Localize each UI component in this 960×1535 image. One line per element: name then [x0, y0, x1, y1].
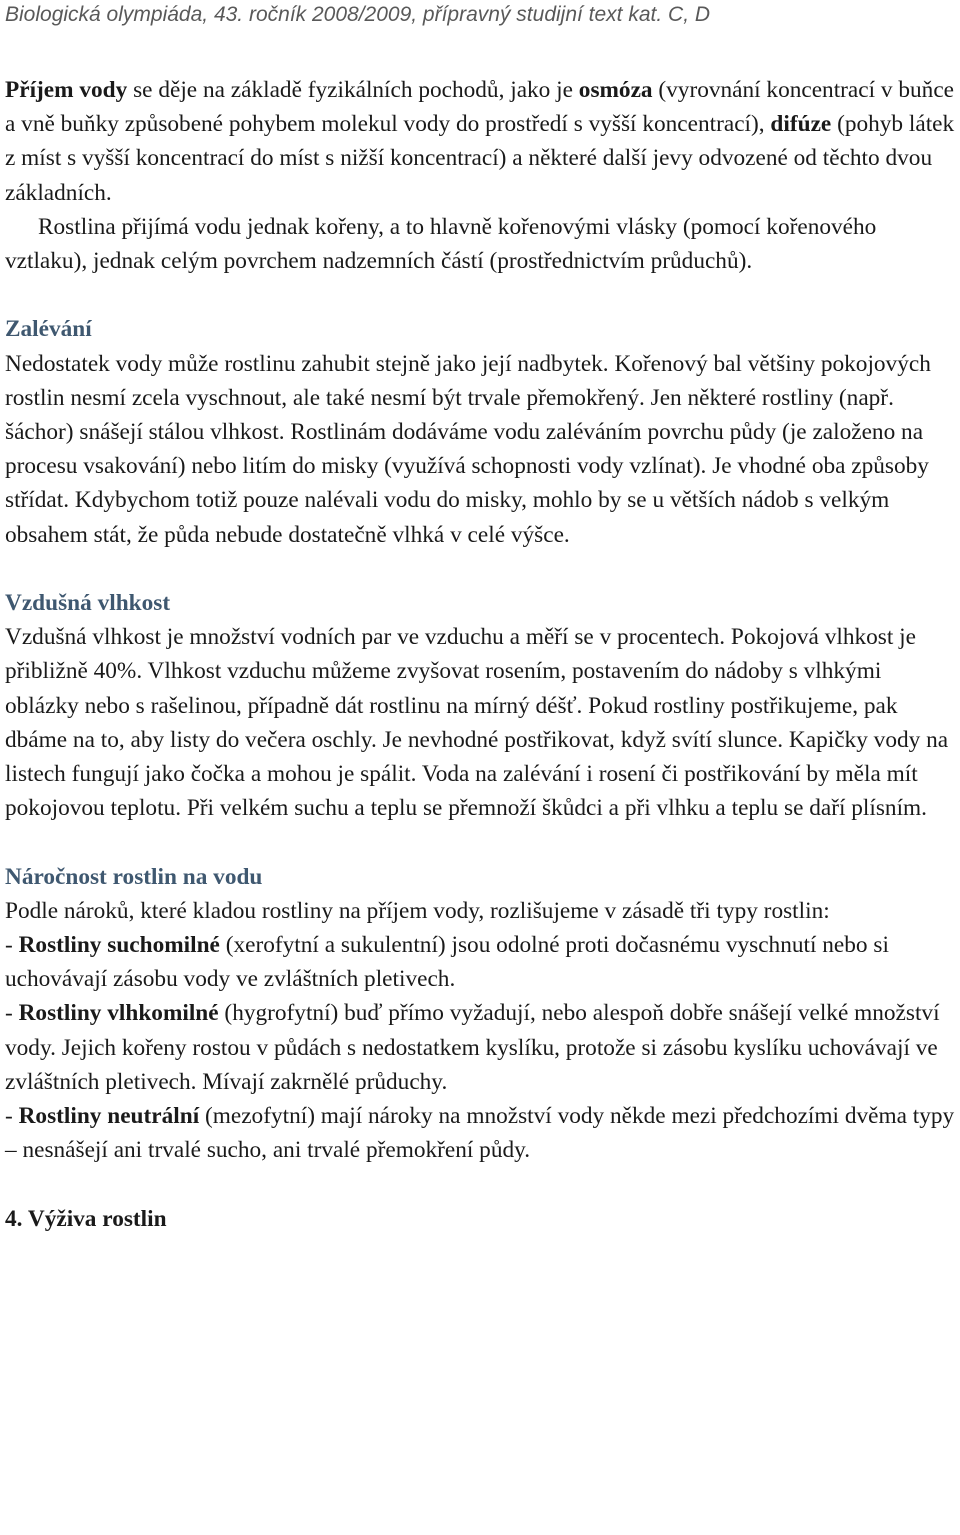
intro-text-1: se děje na základě fyzikálních pochodů, jako je	[127, 77, 579, 103]
spacer	[5, 1167, 957, 1201]
list-item-term: Rostliny suchomilné	[18, 932, 220, 959]
page-header: Biologická olympiáda, 43. ročník 2008/2009, přípravný studijní text kat. C, D	[5, 3, 711, 26]
term-osmosis: osmóza	[578, 77, 653, 103]
demands-intro: Podle nároků, které kladou rostliny na příjem vody, rozlišujeme v zásadě tři typy rostlin:	[5, 897, 830, 924]
document-body	[5, 73, 957, 1236]
list-item-term: Rostliny neutrální	[18, 1103, 200, 1130]
list-item-prefix: -	[5, 1103, 19, 1130]
list-item	[5, 996, 957, 1099]
list-item-text: (mezofytní) mají nároky na množství vody někde mezi předchozími dvěma typy – nesnášejí ani trvalé sucho, ani trvalé přemokření půdy.	[5, 1103, 955, 1164]
term-diffusion: difúze	[770, 111, 832, 138]
intro-text-2: (vyrovnání koncentrací v buňce a vně buňky způsobené pohybem molekul vody do prostředí s vyšší koncentrací),	[5, 77, 955, 138]
list-item-prefix: -	[5, 1000, 19, 1027]
intro-paragraph	[5, 73, 957, 210]
roots-paragraph: Rostlina přijímá vodu jednak kořeny, a to hlavně kořenovými vlásky (pomocí kořenového vztlaku), jednak celým povrchem nadzemních částí (prostřednictvím průduchů).	[5, 213, 877, 275]
heading-water-demands: Náročnost rostlin na vodu	[5, 863, 263, 890]
list-item	[5, 1099, 957, 1167]
spacer	[5, 825, 957, 859]
intro-text-3: (pohyb látek z míst s vyšší koncentrací do míst s nižší koncentrací) a některé další jevy odvozené od těchto dvou základních.	[5, 111, 955, 206]
list-item-text: (xerofytní a sukulentní) jsou odolné proti dočasnému vyschnutí nebo si uchovávají zásobu vody ve zvláštních pletivech.	[5, 932, 889, 993]
list-item-term: Rostliny vlhkomilné	[18, 1000, 219, 1027]
heading-watering: Zalévání	[5, 316, 92, 343]
term-water-intake: Příjem vody	[5, 77, 128, 103]
list-item-text: (hygrofytní) buď přímo vyžadují, nebo alespoň dobře snášejí velké množství vody. Jejich kořeny rostou v půdách s nedostatkem kyslíku, protože si zásobu kyslíku uchovávají ve zvláštních pletivech. Mívají zakrnělé průduchy.	[5, 1000, 940, 1095]
humidity-paragraph: Vzdušná vlhkost je množství vodních par ve vzduchu a měří se v procentech. Pokojová vlhkost je přibližně 40%. Vlhkost vzduchu můžeme zvyšovat rosením, postavením do nádoby s vlhkými oblázky nebo s rašelinou, případně dát rostlinu na mírný déšť. Pokud rostliny postřikujeme, pak dbáme na to, aby listy do večera oschly. Je nevhodné postřikovat, když svítí slunce. Kapičky vody na listech fungují jako čočka a mohou je spálit. Voda na zalévání i rosení či postřikování by měla mít pokojovou teplotu. Při velkém suchu a teplu se přemnoží škůdci a při vlhku a teplu se daří plísním.	[5, 624, 949, 822]
spacer	[5, 552, 957, 586]
list-item	[5, 928, 957, 996]
list-item-prefix: -	[5, 932, 19, 959]
spacer	[5, 278, 957, 312]
heading-humidity: Vzdušná vlhkost	[5, 590, 171, 617]
watering-paragraph: Nedostatek vody může rostlinu zahubit stejně jako její nadbytek. Kořenový bal většiny pokojových rostlin nesmí zcela vyschnout, ale také nesmí být trvale přemokřený. Jen některé rostliny (např. šáchor) snášejí stálou vlhkost. Rostlinám dodáváme vodu zaléváním povrchu půdy (je založeno na procesu vsakování) nebo litím do misky (využívá schopnosti vody vzlínat). Je vhodné oba způsoby střídat. Kdybychom totiž pouze nalévali vodu do misky, mohlo by se u větších nádob s velkým obsahem stát, že půda nebude dostatečně vlhká v celé výšce.	[5, 350, 931, 548]
heading-plant-nutrition: 4. Výživa rostlin	[5, 1205, 167, 1232]
